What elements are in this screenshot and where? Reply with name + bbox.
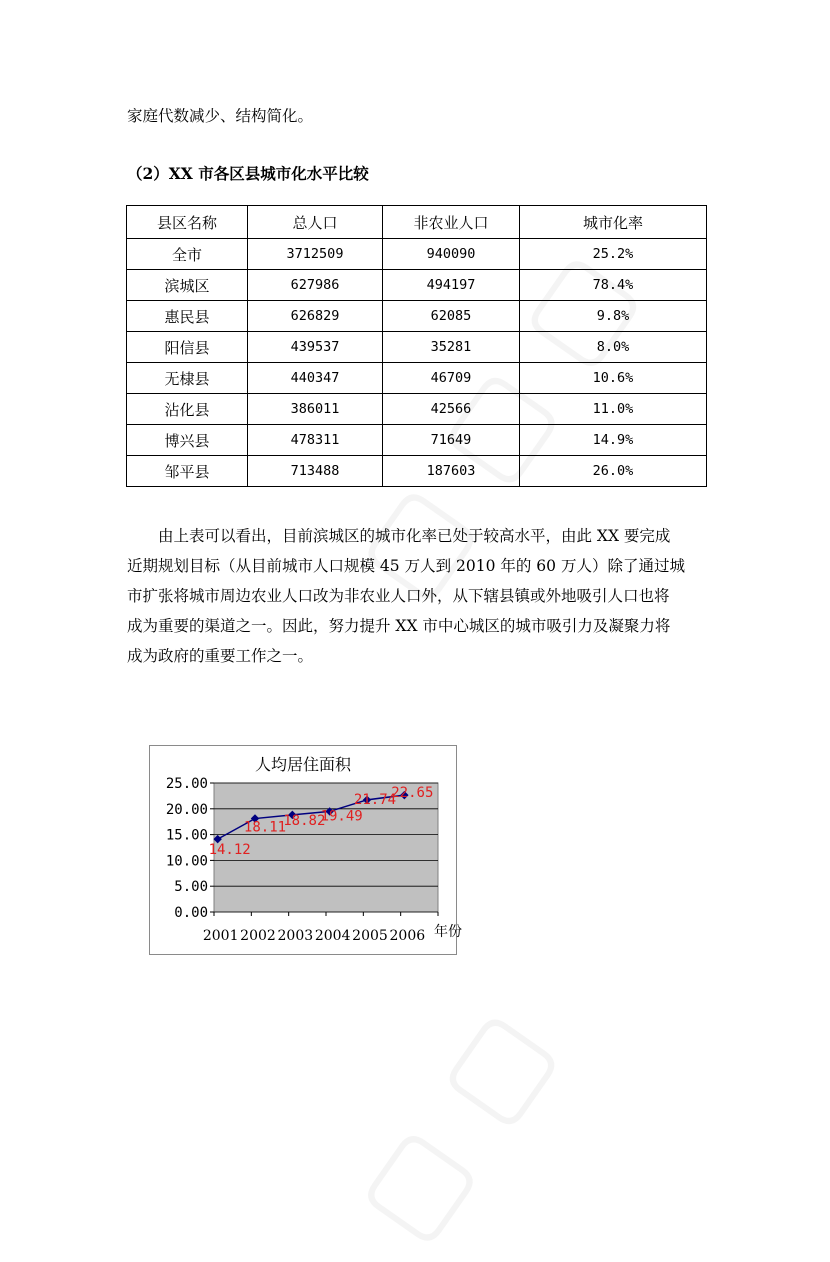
table-cell: 627986 <box>248 270 383 301</box>
table-cell: 博兴县 <box>127 425 248 456</box>
table-row <box>127 425 707 456</box>
table-row <box>127 270 707 301</box>
table-cell: 滨城区 <box>127 270 248 301</box>
table-cell: 439537 <box>248 332 383 363</box>
x-tick-label: 2003 <box>277 928 314 944</box>
table-cell: 26.0% <box>520 456 707 487</box>
table-header-cell: 县区名称 <box>127 206 248 239</box>
y-tick-label: 10.00 <box>165 853 208 870</box>
table-cell: 沾化县 <box>127 394 248 425</box>
table-row <box>127 394 707 425</box>
table-cell: 626829 <box>248 301 383 332</box>
chart-title: 人均居住面积 <box>254 755 352 774</box>
data-label: 18.11 <box>243 819 287 836</box>
table-header-cell: 非农业人口 <box>383 206 520 239</box>
y-tick-label: 15.00 <box>165 827 208 844</box>
table-cell: 阳信县 <box>127 332 248 363</box>
table-cell: 惠民县 <box>127 301 248 332</box>
table-cell: 940090 <box>383 239 520 270</box>
table-header-row <box>127 206 707 239</box>
table-cell: 494197 <box>383 270 520 301</box>
table-header-cell: 总人口 <box>248 206 383 239</box>
table-row <box>127 363 707 394</box>
table-cell: 全市 <box>127 239 248 270</box>
x-tick-label: 2002 <box>240 928 276 944</box>
table-cell: 25.2% <box>520 239 707 270</box>
data-label: 19.49 <box>320 808 363 825</box>
table-cell: 3712509 <box>248 239 383 270</box>
body-paragraph <box>127 521 705 671</box>
paragraph-line: 市扩张将城市周边农业人口改为非农业人口外，从下辖县镇或外地吸引人口也将 <box>127 587 670 605</box>
table-row <box>127 456 707 487</box>
table-cell: 42566 <box>383 394 520 425</box>
y-tick-label: 20.00 <box>165 801 208 818</box>
table-cell: 478311 <box>248 425 383 456</box>
paragraph-line: 由上表可以看出，目前滨城区的城市化率已处于较高水平，由此 XX 要完成 <box>158 527 671 545</box>
x-axis-label: 年份 <box>434 924 462 940</box>
table-row <box>127 301 707 332</box>
table-cell: 9.8% <box>520 301 707 332</box>
table-cell: 78.4% <box>520 270 707 301</box>
table-cell: 14.9% <box>520 425 707 456</box>
paragraph-line: 成为重要的渠道之一。因此，努力提升 XX 市中心城区的城市吸引力及凝聚力将 <box>127 617 671 635</box>
section-heading: （2）XX 市各区县城市化水平比较 <box>127 164 369 183</box>
y-tick-label: 25.00 <box>165 776 208 792</box>
y-tick-label: 0.00 <box>174 905 208 921</box>
table-cell: 187603 <box>383 456 520 487</box>
table-cell: 46709 <box>383 363 520 394</box>
data-label: 21.74 <box>353 791 397 808</box>
table-cell: 10.6% <box>520 363 707 394</box>
table-cell: 无棣县 <box>127 363 248 394</box>
data-label: 14.12 <box>208 842 251 859</box>
table-cell: 8.0% <box>520 332 707 363</box>
table-cell: 386011 <box>248 394 383 425</box>
x-tick-label: 2006 <box>389 928 426 944</box>
paragraph-line: 近期规划目标（从目前城市人口规模 45 万人到 2010 年的 60 万人）除了通过城 <box>127 557 685 575</box>
table-row <box>127 239 707 270</box>
table-row <box>127 332 707 363</box>
data-label: 18.82 <box>283 812 326 829</box>
x-tick-label: 2005 <box>352 928 388 944</box>
table-cell: 邹平县 <box>127 456 248 487</box>
table-cell: 62085 <box>383 301 520 332</box>
chart-frame <box>149 745 462 955</box>
paragraph-line: 成为政府的重要工作之一。 <box>127 647 314 665</box>
table-cell: 713488 <box>248 456 383 487</box>
table-cell: 11.0% <box>520 394 707 425</box>
table-cell: 440347 <box>248 363 383 394</box>
top-line: 家庭代数减少、结构简化。 <box>127 107 314 125</box>
x-tick-label: 2001 <box>202 928 239 944</box>
x-tick-label: 2004 <box>314 928 351 944</box>
table-cell: 71649 <box>383 425 520 456</box>
y-tick-label: 5.00 <box>174 879 208 896</box>
urbanization-table <box>126 205 707 487</box>
table-header-cell: 城市化率 <box>520 206 707 239</box>
watermark <box>330 987 577 1262</box>
data-label: 22.65 <box>391 785 434 802</box>
table-cell: 35281 <box>383 332 520 363</box>
line-chart <box>150 746 462 954</box>
